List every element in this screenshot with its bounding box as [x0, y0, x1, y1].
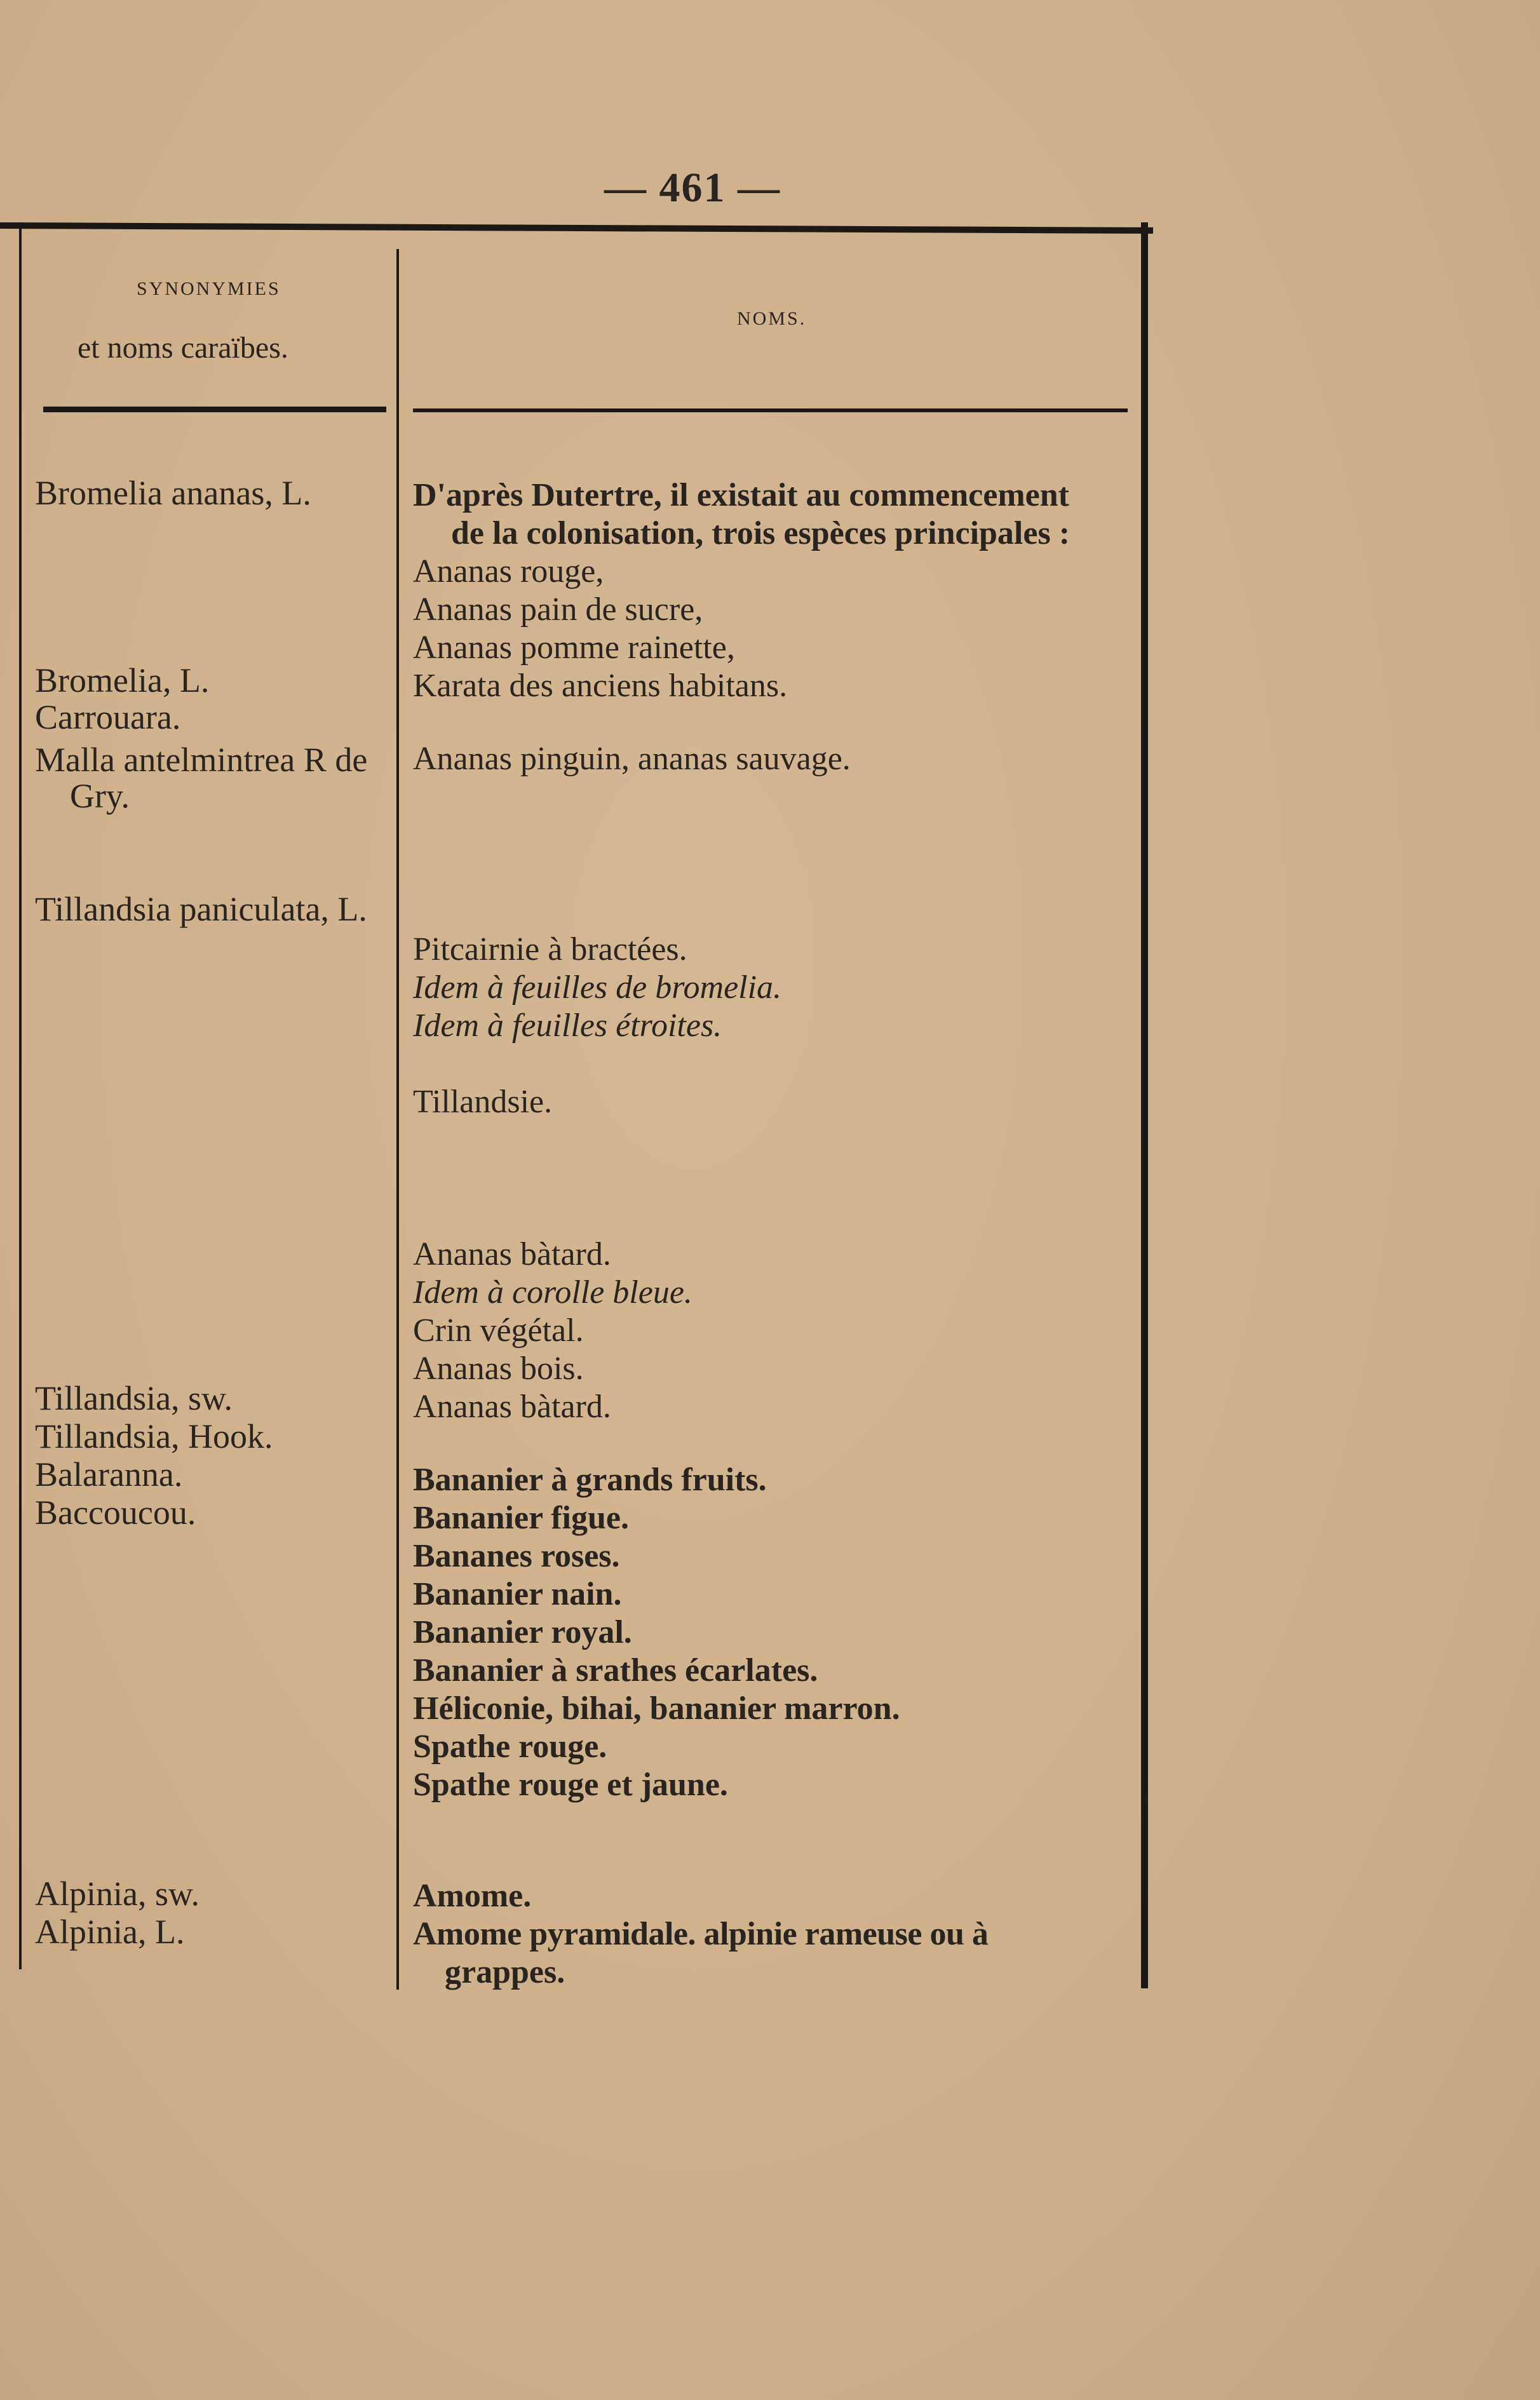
name-entry: Bananier royal. — [413, 1614, 632, 1650]
name-entry: Ananas bàtard. — [413, 1236, 611, 1272]
name-entry: Spathe rouge et jaune. — [413, 1767, 728, 1803]
name-entry: Bananier figue. — [413, 1500, 629, 1536]
synonym-entry: Tillandsia paniculata, L. — [35, 890, 367, 928]
name-entry: Bananier à grands fruits. — [413, 1462, 767, 1498]
name-entry: Tillandsie. — [413, 1084, 553, 1120]
name-entry: Spathe rouge. — [413, 1729, 607, 1765]
name-entry: D'après Dutertre, il existait au commencement — [413, 477, 1069, 513]
name-entry: de la colonisation, trois espèces principales : — [451, 515, 1071, 551]
name-entry: Bananier nain. — [413, 1576, 622, 1612]
synonym-entry: Malla antelmintrea R de — [35, 741, 368, 779]
name-entry: Karata des anciens habitans. — [413, 668, 788, 704]
left-header-underline — [43, 407, 386, 412]
name-entry: Amome. — [413, 1878, 532, 1914]
name-entry: Ananas pomme rainette, — [413, 630, 735, 666]
synonym-entry: Alpinia, L. — [35, 1913, 185, 1951]
name-entry: Ananas bois. — [413, 1351, 584, 1387]
table-left-border — [19, 222, 22, 1969]
table-right-border — [1141, 222, 1148, 1988]
column-divider — [396, 249, 399, 1990]
header-synonymies: SYNONYMIES — [137, 278, 281, 299]
name-entry: Héliconie, bihai, bananier marron. — [413, 1690, 900, 1727]
synonym-entry: Bromelia ananas, L. — [35, 474, 311, 512]
name-entry: Idem à feuilles de bromelia. — [413, 969, 782, 1006]
synonym-entry: Alpinia, sw. — [35, 1875, 199, 1913]
name-entry: Idem à corolle bleue. — [413, 1274, 692, 1311]
synonym-entry: Tillandsia, Hook. — [35, 1417, 273, 1455]
name-entry: Pitcairnie à bractées. — [413, 931, 687, 967]
name-entry: Ananas rouge, — [413, 553, 604, 590]
name-entry: Amome pyramidale. alpinie rameuse ou à — [413, 1916, 989, 1952]
name-entry: Ananas pinguin, ananas sauvage. — [413, 741, 851, 777]
synonym-entry: Bromelia, L. — [35, 661, 210, 699]
header-names: NOMS. — [737, 308, 807, 329]
table-top-border — [0, 222, 1153, 234]
name-entry: Ananas pain de sucre, — [413, 591, 703, 628]
synonym-entry: Baccoucou. — [35, 1493, 196, 1532]
synonym-entry: Balaranna. — [35, 1455, 183, 1493]
name-entry: Bananier à srathes écarlates. — [413, 1652, 818, 1689]
synonym-entry: Gry. — [70, 777, 130, 815]
synonym-entry: Carrouara. — [35, 698, 181, 736]
synonym-entry: Tillandsia, sw. — [35, 1379, 233, 1417]
name-entry: grappes. — [445, 1954, 565, 1990]
name-entry: Bananes roses. — [413, 1538, 620, 1574]
right-header-underline — [413, 408, 1128, 412]
name-entry: Idem à feuilles étroites. — [413, 1008, 722, 1044]
name-entry: Ananas bàtard. — [413, 1389, 611, 1425]
name-entry: Crin végétal. — [413, 1312, 584, 1349]
header-caribbean-names: et noms caraïbes. — [78, 331, 288, 365]
page-number: — 461 — — [604, 165, 781, 211]
